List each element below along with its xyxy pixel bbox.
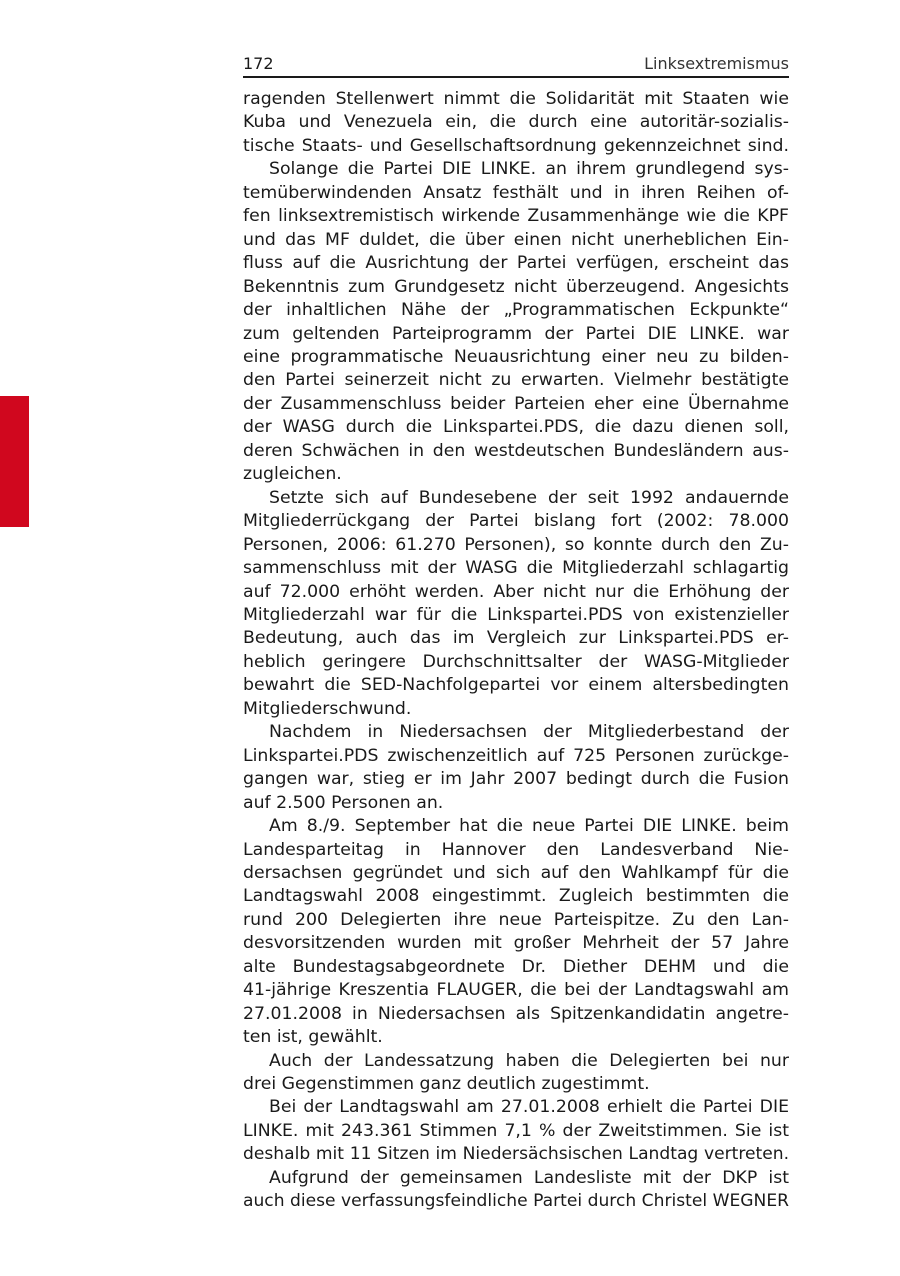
text-line: sammenschluss mit der WASG die Mitgliederzahl schlagartig [243, 558, 789, 579]
text-line: Personen, 2006: 61.270 Personen), so konnte durch den Zu- [243, 534, 789, 555]
text-line: Mitgliederschwund. [243, 698, 412, 719]
text-line: drei Gegenstimmen ganz deutlich zugestimmt. [243, 1074, 650, 1095]
text-line: Nachdem in Niedersachsen der Mitgliederbestand der [269, 722, 789, 743]
text-line: heblich geringere Durchschnittsalter der WASG-Mitglieder [243, 651, 789, 672]
text-line: desvorsitzenden wurden mit großer Mehrheit der 57 Jahre [243, 933, 789, 954]
text-line: zum geltenden Parteiprogramm der Partei DIE LINKE. war [243, 323, 789, 344]
text-line: ragenden Stellenwert nimmt die Solidarität mit Staaten wie [243, 89, 789, 109]
text-line: Aufgrund der gemeinsamen Landesliste mit der DKP ist [269, 1167, 789, 1188]
text-line: 27.01.2008 in Niedersachsen als Spitzenkandidatin angetre- [243, 1003, 789, 1024]
text-line: Linkspartei.PDS zwischenzeitlich auf 725 Personen zurückge- [243, 745, 789, 766]
text-line: auf 2.500 Personen an. [243, 792, 444, 813]
text-line: Setzte sich auf Bundesebene der seit 1992 andauernde [269, 487, 789, 508]
running-head: Linksextremismus [644, 54, 789, 73]
text-line: deshalb mit 11 Sitzen im Niedersächsischen Landtag vertreten. [243, 1144, 789, 1165]
text-line: LINKE. mit 243.361 Stimmen 7,1 % der Zweitstimmen. Sie ist [243, 1120, 789, 1141]
text-line: tische Staats- und Gesellschaftsordnung gekennzeichnet sind. [243, 135, 789, 156]
chapter-side-marker [0, 396, 29, 527]
text-line: dersachsen gegründet und sich auf den Wahlkampf für die [243, 862, 789, 883]
text-line: Mitgliederrückgang der Partei bislang fort (2002: 78.000 [243, 511, 789, 532]
text-line: temüberwindenden Ansatz festhält und in ihren Reihen of- [243, 182, 789, 203]
text-line: Landtagswahl 2008 eingestimmt. Zugleich bestimmten die [243, 886, 789, 907]
text-line: gangen war, stieg er im Jahr 2007 bedingt durch die Fusion [243, 769, 789, 790]
text-line: Bekenntnis zum Grundgesetz nicht überzeugend. Angesichts [243, 276, 789, 297]
text-line: auch diese verfassungsfeindliche Partei durch Christel WEGNER [243, 1191, 789, 1212]
text-line: alte Bundestagsabgeordnete Dr. Diether DEHM und die [243, 956, 789, 977]
text-line: den Partei seinerzeit nicht zu erwarten. Vielmehr bestätigte [243, 370, 789, 391]
text-line: fen linksextremistisch wirkende Zusammenhänge wie die KPF [243, 206, 789, 227]
text-line: rund 200 Delegierten ihre neue Parteispitze. Zu den Lan- [243, 909, 789, 930]
text-line: Kuba und Venezuela ein, die durch eine autoritär-sozialis- [243, 112, 789, 133]
text-line: Landesparteitag in Hannover den Landesverband Nie- [243, 839, 789, 860]
header-rule [243, 76, 789, 78]
text-line: auf 72.000 erhöht werden. Aber nicht nur die Erhöhung der [243, 581, 789, 602]
text-line: Solange die Partei DIE LINKE. an ihrem grundlegend sys- [269, 159, 789, 180]
text-line: der WASG durch die Linkspartei.PDS, die dazu dienen soll, [243, 417, 789, 438]
text-line: bewahrt die SED-Nachfolgepartei vor einem altersbedingten [243, 675, 789, 696]
text-line: deren Schwächen in den westdeutschen Bundesländern aus- [243, 440, 789, 461]
text-line: Auch der Landessatzung haben die Delegierten bei nur [269, 1050, 789, 1071]
text-line: der Zusammenschluss beider Parteien eher eine Übernahme [243, 393, 789, 414]
text-line: Bei der Landtagswahl am 27.01.2008 erhielt die Partei DIE [269, 1097, 789, 1118]
text-line: Bedeutung, auch das im Vergleich zur Linkspartei.PDS er- [243, 628, 789, 649]
text-line: fluss auf die Ausrichtung der Partei verfügen, erscheint das [243, 253, 789, 274]
body-text [243, 88, 789, 1214]
text-line: Mitgliederzahl war für die Linkspartei.PDS von existenzieller [243, 604, 789, 625]
text-line: und das MF duldet, die über einen nicht unerheblichen Ein- [243, 229, 789, 250]
text-line: der inhaltlichen Nähe der „Programmatischen Eckpunkte“ [243, 300, 789, 321]
text-line: ten ist, gewählt. [243, 1027, 383, 1048]
page-number: 172 [243, 54, 274, 73]
text-line: zugleichen. [243, 464, 342, 485]
text-line: 41-jährige Kreszentia FLAUGER, die bei der Landtagswahl am [243, 980, 789, 1001]
text-line: Am 8./9. September hat die neue Partei DIE LINKE. beim [269, 816, 789, 837]
text-line: eine programmatische Neuausrichtung einer neu zu bilden- [243, 346, 789, 367]
